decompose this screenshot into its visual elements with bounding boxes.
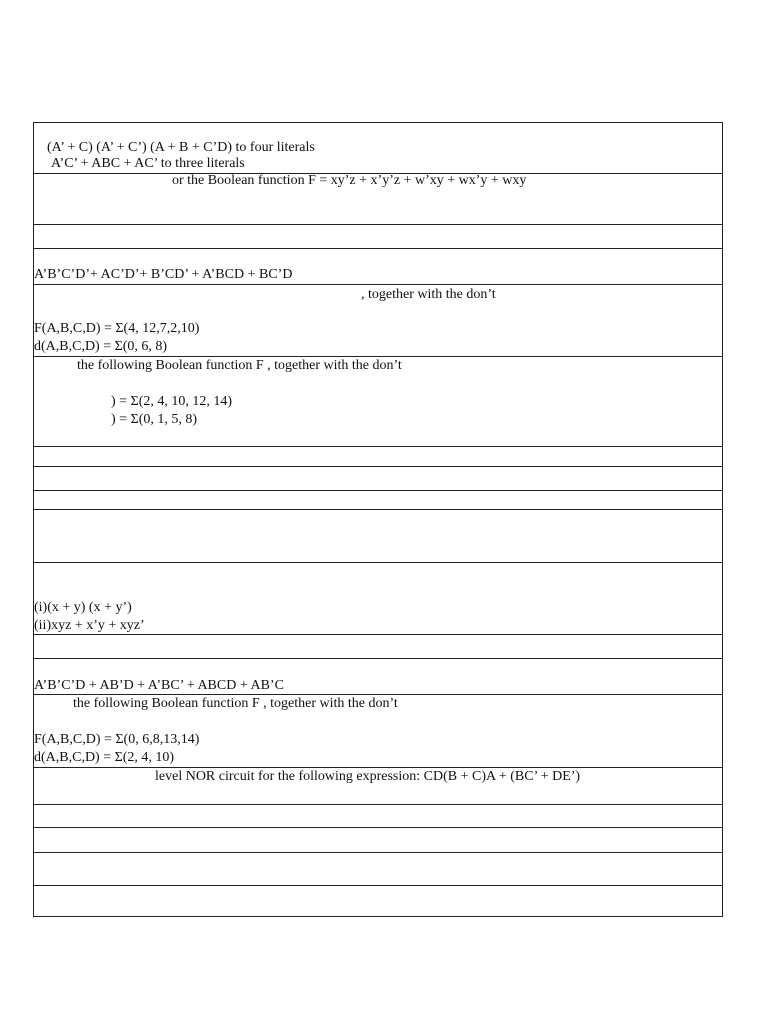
question-line: ) = Σ(0, 1, 5, 8) (111, 412, 198, 427)
row-divider (34, 694, 722, 695)
row-divider (34, 466, 722, 467)
row-divider (34, 284, 722, 285)
row-divider (34, 634, 722, 635)
row-divider (34, 490, 722, 491)
question-line: ) = Σ(2, 4, 10, 12, 14) (111, 394, 233, 409)
question-line: d(A,B,C,D) = Σ(2, 4, 10) (34, 750, 175, 765)
question-line: A’B’C’D’+ AC’D’+ B’CD’ + A’BCD + BC’D (34, 267, 293, 282)
question-line: , together with the don’t (361, 287, 496, 302)
row-divider (34, 852, 722, 853)
row-divider (34, 356, 722, 357)
question-line: (ii)xyz + x’y + xyz’ (34, 618, 145, 633)
row-divider (34, 827, 722, 828)
question-line: (i)(x + y) (x + y’) (34, 600, 132, 615)
question-line: F(A,B,C,D) = Σ(0, 6,8,13,14) (34, 732, 200, 747)
row-divider (34, 767, 722, 768)
row-divider (34, 248, 722, 249)
question-line: or the Boolean function F = xy’z + x’y’z + w’xy + wx’y + wxy (172, 173, 527, 188)
row-divider (34, 562, 722, 563)
row-divider (34, 446, 722, 447)
question-line: F(A,B,C,D) = Σ(4, 12,7,2,10) (34, 321, 200, 336)
question-line: d(A,B,C,D) = Σ(0, 6, 8) (34, 339, 168, 354)
row-divider (34, 224, 722, 225)
question-line: A’C’ + ABC + AC’ to three literals (51, 156, 245, 171)
row-divider (34, 804, 722, 805)
row-divider (34, 658, 722, 659)
question-line: level NOR circuit for the following expression: CD(B + C)A + (BC’ + DE’) (155, 769, 581, 784)
question-line: the following Boolean function F , together with the don’t (73, 696, 398, 711)
row-divider (34, 509, 722, 510)
question-line: (A’ + C) (A’ + C’) (A + B + C’D) to four literals (47, 140, 315, 155)
question-line: A’B’C’D + AB’D + A’BC’ + ABCD + AB’C (34, 678, 284, 693)
question-line: the following Boolean function F , together with the don’t (77, 358, 402, 373)
row-divider (34, 885, 722, 886)
question-table (33, 122, 723, 917)
